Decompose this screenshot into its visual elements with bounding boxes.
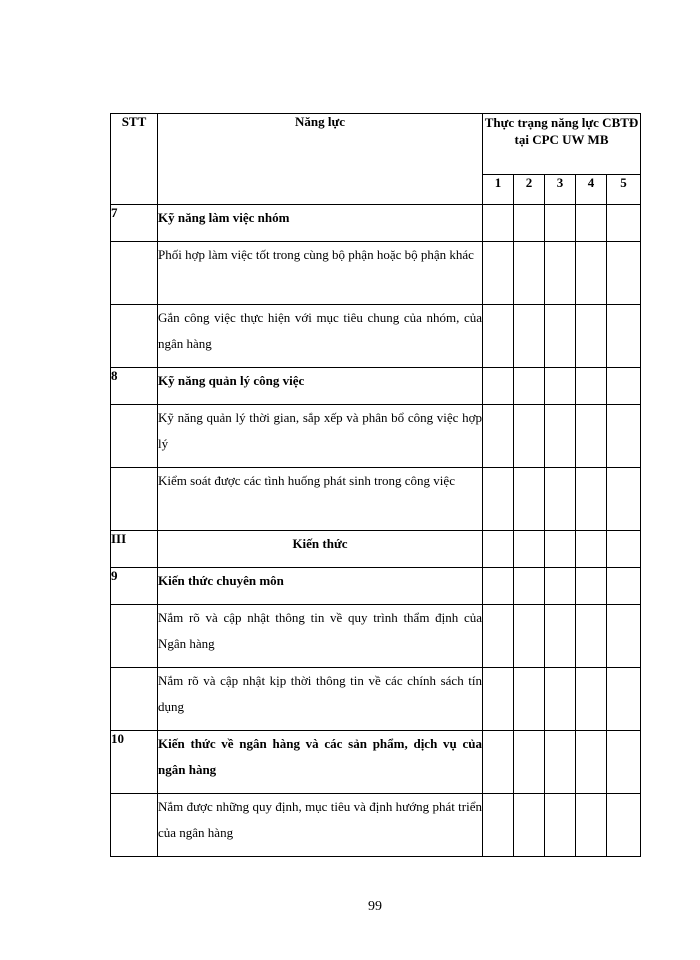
rating-cell-3	[545, 468, 576, 531]
capability-heading-text: Kiến thức về ngân hàng và các sản phẩm, dịch vụ của ngân hàng	[158, 731, 483, 794]
rating-cell-2	[514, 605, 545, 668]
rating-cell-2	[514, 205, 545, 242]
rating-cell-3	[545, 568, 576, 605]
rating-cell-5	[607, 794, 641, 857]
rating-cell-2	[514, 668, 545, 731]
rating-cell-3	[545, 731, 576, 794]
table-header-row	[111, 114, 641, 175]
table-row	[111, 468, 641, 531]
rating-cell-3	[545, 242, 576, 305]
rating-cell-1	[483, 468, 514, 531]
rating-cell-3	[545, 305, 576, 368]
rating-cell-2	[514, 468, 545, 531]
capability-heading-text: Kỹ năng làm việc nhóm	[158, 205, 483, 242]
capability-item-text: Gắn công việc thực hiện với mục tiêu chung của nhóm, của ngân hàng	[158, 305, 483, 368]
table-row	[111, 242, 641, 305]
rating-cell-5	[607, 405, 641, 468]
scale-5: 5	[607, 175, 641, 205]
header-stt: STT	[111, 114, 158, 205]
rating-cell-4	[576, 668, 607, 731]
rating-cell-5	[607, 731, 641, 794]
table-row	[111, 368, 641, 405]
row-stt	[111, 605, 158, 668]
rating-cell-2	[514, 731, 545, 794]
rating-cell-5	[607, 668, 641, 731]
table-row	[111, 568, 641, 605]
rating-cell-5	[607, 568, 641, 605]
row-stt	[111, 468, 158, 531]
capability-item-text: Phối hợp làm việc tốt trong cùng bộ phận hoặc bộ phận khác	[158, 242, 483, 305]
rating-cell-1	[483, 668, 514, 731]
rating-cell-2	[514, 405, 545, 468]
capability-heading-text: Kiến thức chuyên môn	[158, 568, 483, 605]
capability-item-text: Kiểm soát được các tình huống phát sinh trong công việc	[158, 468, 483, 531]
rating-cell-1	[483, 305, 514, 368]
rating-cell-3	[545, 368, 576, 405]
scale-3: 3	[545, 175, 576, 205]
table-row	[111, 305, 641, 368]
rating-cell-2	[514, 242, 545, 305]
capability-heading-text: Kỹ năng quản lý công việc	[158, 368, 483, 405]
rating-cell-4	[576, 794, 607, 857]
rating-cell-1	[483, 731, 514, 794]
table-row	[111, 668, 641, 731]
table-body	[111, 205, 641, 857]
rating-cell-3	[545, 668, 576, 731]
rating-cell-4	[576, 368, 607, 405]
rating-cell-4	[576, 305, 607, 368]
rating-cell-1	[483, 405, 514, 468]
table-row	[111, 405, 641, 468]
rating-cell-4	[576, 568, 607, 605]
capability-item-text: Nắm rõ và cập nhật kịp thời thông tin về các chính sách tín dụng	[158, 668, 483, 731]
rating-cell-5	[607, 242, 641, 305]
rating-cell-1	[483, 794, 514, 857]
table-row	[111, 205, 641, 242]
rating-cell-3	[545, 794, 576, 857]
row-stt: 9	[111, 568, 158, 605]
rating-cell-3	[545, 531, 576, 568]
rating-cell-5	[607, 205, 641, 242]
rating-cell-4	[576, 731, 607, 794]
row-stt	[111, 668, 158, 731]
capability-heading-text: Kiến thức	[158, 531, 483, 568]
rating-cell-4	[576, 468, 607, 531]
table-row	[111, 794, 641, 857]
rating-cell-1	[483, 568, 514, 605]
capability-assessment-table	[110, 113, 641, 857]
capability-item-text: Kỹ năng quản lý thời gian, sắp xếp và phân bổ công việc hợp lý	[158, 405, 483, 468]
rating-cell-4	[576, 205, 607, 242]
header-capability: Năng lực	[158, 114, 483, 205]
rating-cell-4	[576, 605, 607, 668]
rating-cell-1	[483, 605, 514, 668]
rating-cell-5	[607, 531, 641, 568]
table-row	[111, 531, 641, 568]
rating-cell-2	[514, 305, 545, 368]
rating-cell-5	[607, 468, 641, 531]
scale-2: 2	[514, 175, 545, 205]
row-stt: III	[111, 531, 158, 568]
rating-cell-3	[545, 605, 576, 668]
rating-cell-5	[607, 305, 641, 368]
row-stt: 7	[111, 205, 158, 242]
rating-cell-4	[576, 531, 607, 568]
rating-cell-1	[483, 531, 514, 568]
page-number: 99	[368, 899, 382, 914]
rating-cell-4	[576, 242, 607, 305]
row-stt: 8	[111, 368, 158, 405]
rating-cell-2	[514, 568, 545, 605]
row-stt	[111, 794, 158, 857]
capability-item-text: Nắm rõ và cập nhật thông tin về quy trình thẩm định của Ngân hàng	[158, 605, 483, 668]
table-row	[111, 605, 641, 668]
rating-cell-2	[514, 368, 545, 405]
row-stt	[111, 242, 158, 305]
header-status-group: Thực trạng năng lực CBTĐ tại CPC UW MB	[483, 114, 641, 175]
rating-cell-5	[607, 368, 641, 405]
scale-1: 1	[483, 175, 514, 205]
row-stt: 10	[111, 731, 158, 794]
row-stt	[111, 305, 158, 368]
rating-cell-1	[483, 205, 514, 242]
rating-cell-1	[483, 242, 514, 305]
rating-cell-4	[576, 405, 607, 468]
rating-cell-2	[514, 531, 545, 568]
row-stt	[111, 405, 158, 468]
rating-cell-3	[545, 205, 576, 242]
table-row	[111, 731, 641, 794]
rating-cell-2	[514, 794, 545, 857]
rating-cell-1	[483, 368, 514, 405]
capability-item-text: Nắm được những quy định, mục tiêu và định hướng phát triển của ngân hàng	[158, 794, 483, 857]
rating-cell-5	[607, 605, 641, 668]
scale-4: 4	[576, 175, 607, 205]
rating-cell-3	[545, 405, 576, 468]
